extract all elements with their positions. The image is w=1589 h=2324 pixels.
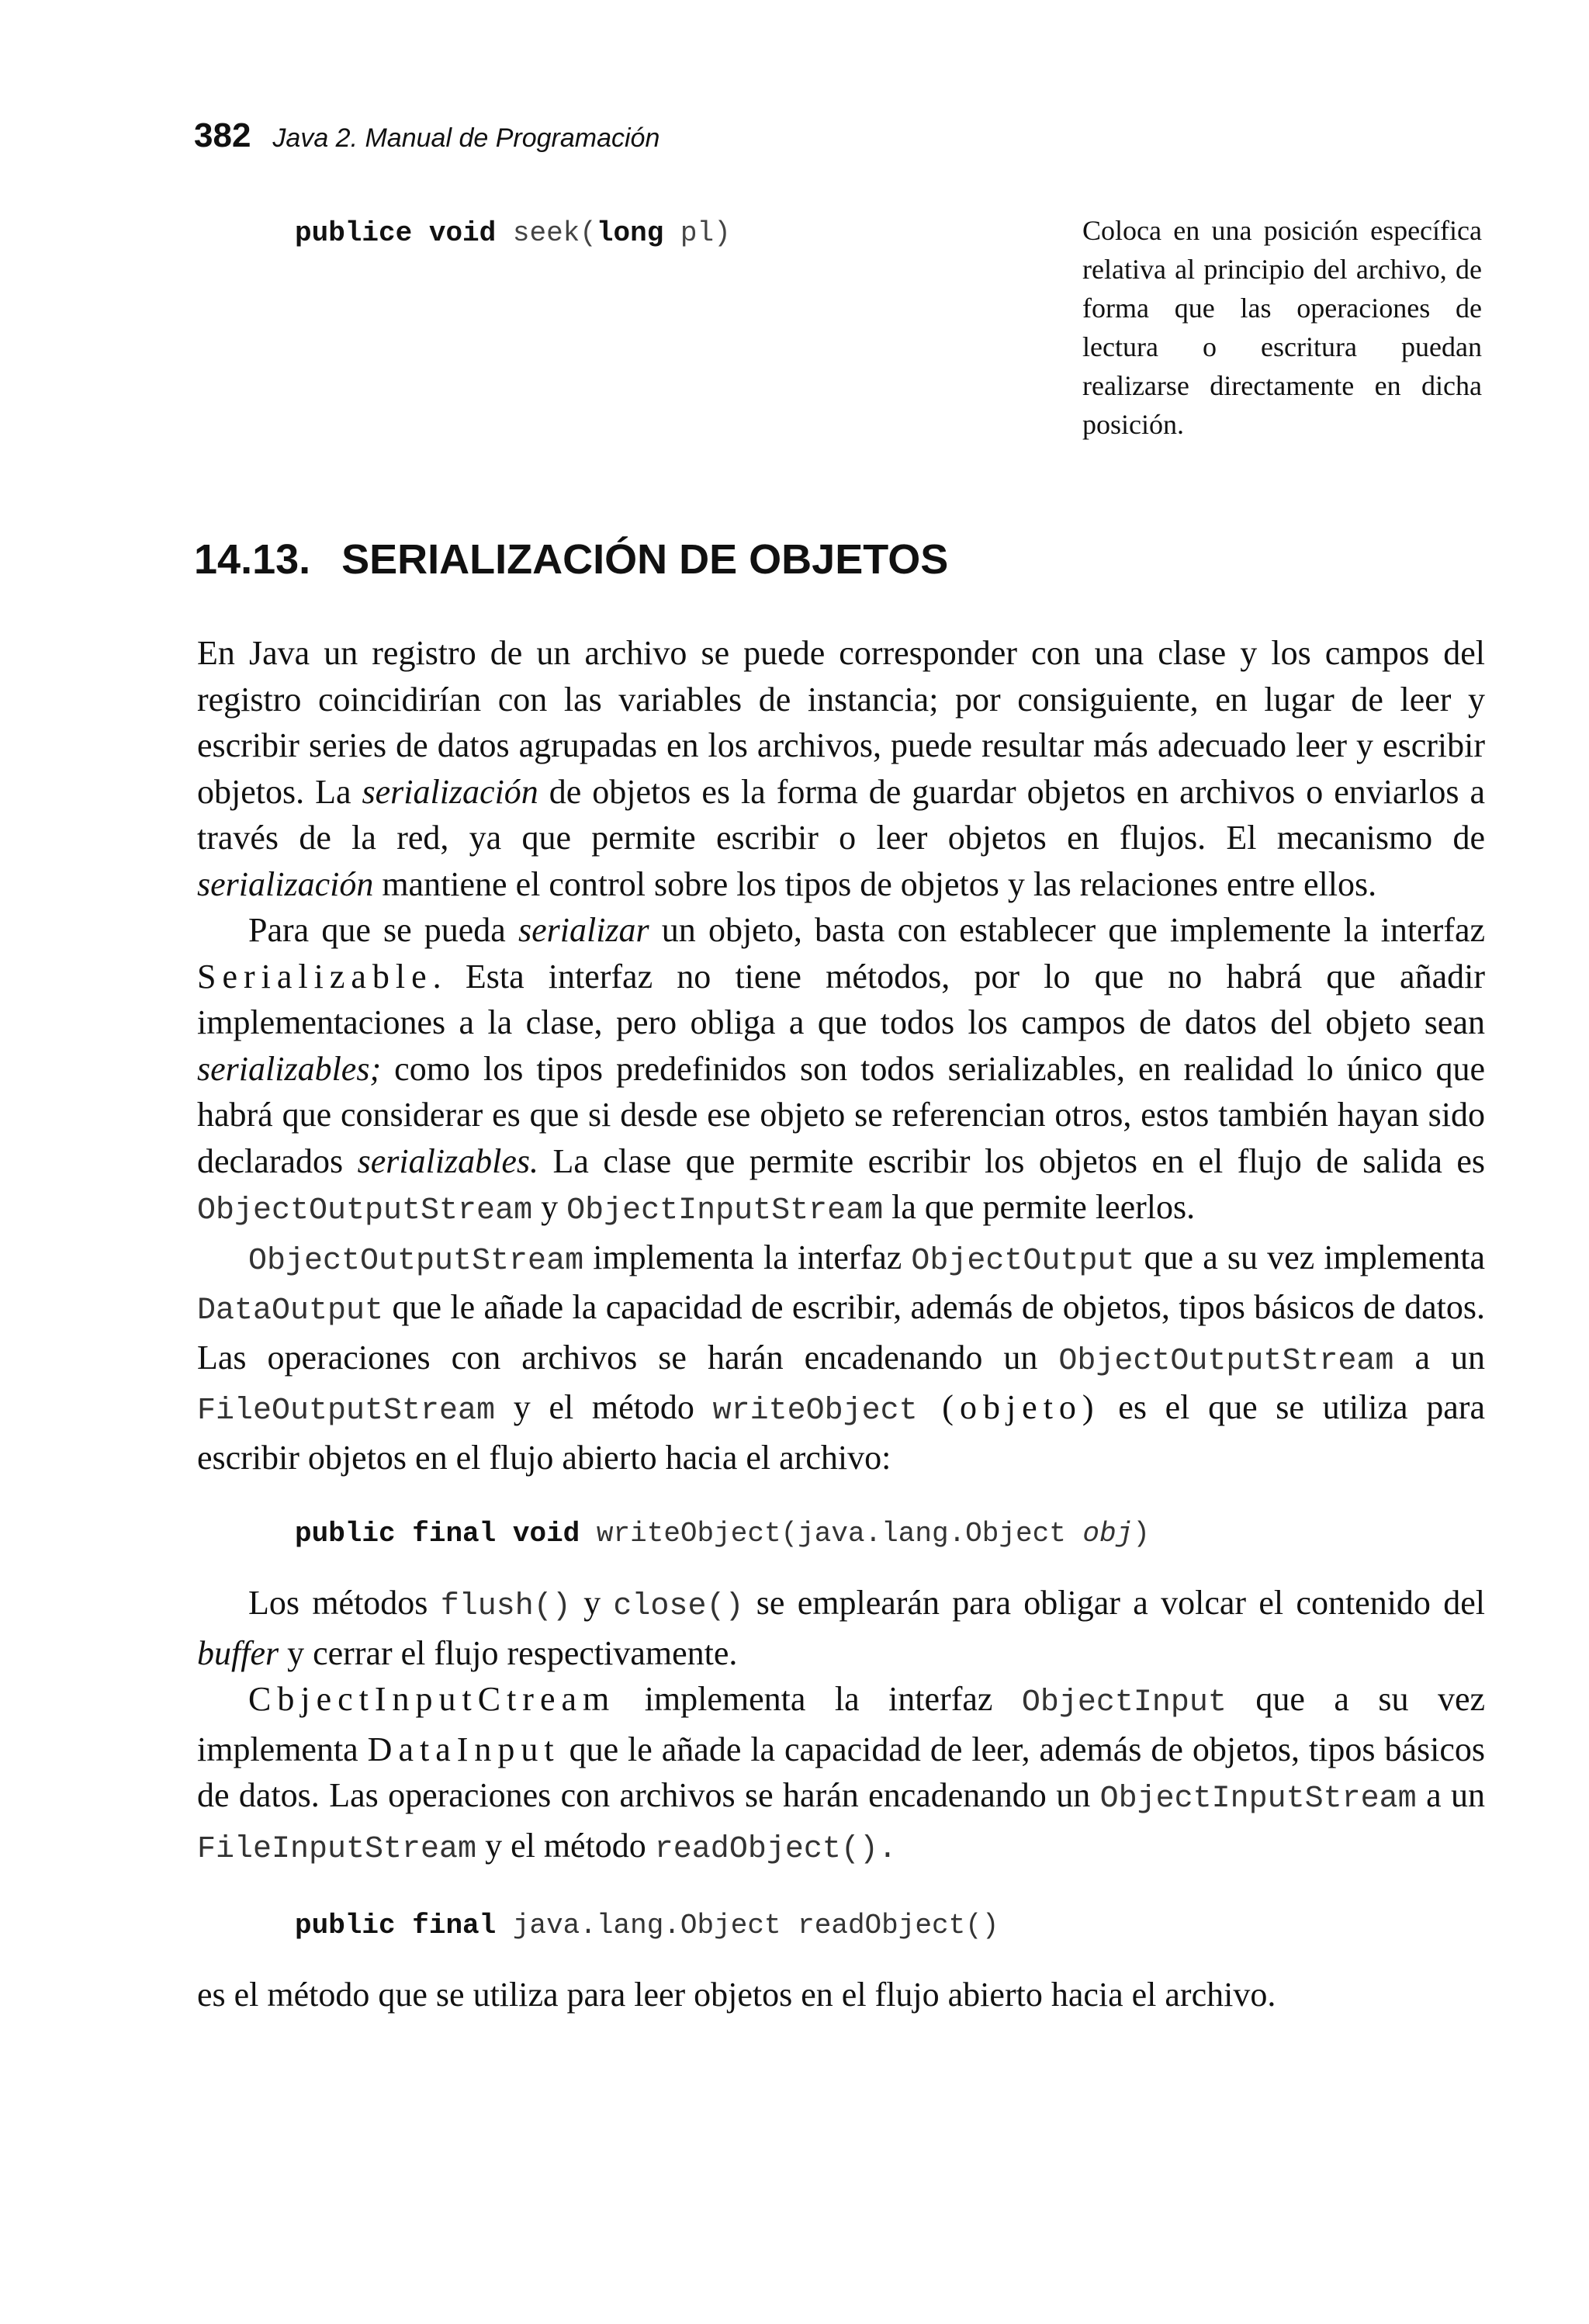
inline-code: writeObject	[712, 1394, 918, 1429]
code-keyword: publice	[295, 217, 413, 249]
inline-code: ObjectInputStream	[566, 1193, 884, 1228]
emphasis: buffer	[197, 1633, 279, 1672]
method-name: writeObject(java.lang.Object	[596, 1518, 1083, 1550]
method-parameter: obj	[1082, 1518, 1134, 1550]
code-line	[295, 1515, 1485, 1553]
code-punctuation: )	[1133, 1518, 1150, 1550]
paragraph	[197, 630, 1485, 907]
text-run: y cerrar el flujo respectivamente.	[279, 1633, 738, 1672]
letterspaced-term: DataInput	[367, 1730, 560, 1768]
emphasis: serialización	[362, 772, 538, 811]
text-run: que le añade la capacidad de escribir, además de objetos, tipos básicos de datos. Las operaciones con archivos se harán encadenando un	[197, 1288, 1485, 1377]
page-number: 382	[194, 116, 251, 154]
method-name: seek(	[512, 217, 597, 249]
text-run: y	[570, 1584, 614, 1622]
text-run: se emplearán para obligar a volcar el contenido del	[743, 1584, 1486, 1622]
code-line	[295, 1907, 1485, 1945]
text-run: En Java un registro de un archivo se puede corresponder con una clase y los campos del registro coincidirían con las variables de instancia; por consiguiente, en lugar de leer y escribir series de datos agrupadas en los archivos, puede resultar más adecuado leer y escribir objetos. La	[197, 634, 1485, 811]
text-run: y el método	[495, 1388, 713, 1426]
text-run: es el que se utiliza para escribir objetos en el flujo abierto hacia el archivo:	[197, 1388, 1485, 1477]
code-keyword: void	[428, 217, 497, 249]
text-run: un objeto, basta con establecer que implemente la interfaz	[649, 911, 1486, 949]
paragraph	[197, 1235, 1485, 1481]
code-keyword: long	[596, 217, 664, 249]
text-run: de objetos es la forma de guardar objetos en archivos o enviarlos a través de la red, ya que permite escribir o leer objetos en flujos. El mecanismo de	[197, 772, 1485, 857]
text-run: que a su vez implementa	[197, 1680, 1485, 1768]
text-run: es el método que se utiliza para leer objetos en el flujo abierto hacia el archivo.	[197, 1976, 1276, 2014]
text-run: implementa la interfaz	[615, 1680, 1022, 1718]
inline-code: DataOutput	[197, 1294, 384, 1328]
code-keyword: public	[295, 1518, 396, 1550]
inline-code: ObjectInput	[1021, 1685, 1227, 1720]
method-name: java.lang.Object readObject()	[512, 1910, 999, 1941]
text-run: a un	[1416, 1776, 1486, 1814]
code-keyword: final	[412, 1910, 497, 1941]
inline-code: FileInputStream	[197, 1831, 477, 1867]
inline-code: close()	[613, 1589, 744, 1624]
method-signature	[295, 217, 731, 249]
code-keyword: final	[412, 1518, 497, 1550]
paragraph	[197, 907, 1485, 1235]
text-run: La clase que permite escribir los objetos en el flujo de salida es	[538, 1141, 1485, 1180]
section-number: 14.13.	[194, 536, 311, 583]
text-run: que le añade la capacidad de leer, además de objetos, tipos básicos de datos. Las operaciones con archivos se harán encadenando un	[197, 1730, 1485, 1814]
emphasis: serializables;	[197, 1049, 382, 1088]
paragraph	[197, 1580, 1485, 1676]
section-heading	[194, 535, 948, 584]
text-run: Para que se pueda	[248, 911, 518, 949]
method-description: Coloca en una posición específica relativa al principio del archivo, de forma que las operaciones de lectura o escritura puedan realizarse directamente en dicha posición.	[1082, 215, 1482, 440]
text-run: implementa la interfaz	[583, 1238, 912, 1276]
inline-code: ObjectOutputStream	[248, 1243, 584, 1279]
inline-code: readObject().	[654, 1831, 897, 1867]
inline-code: ObjectInputStream	[1099, 1782, 1417, 1817]
text-run: y el método	[476, 1826, 655, 1865]
text-run: como los tipos predefinidos son todos serializables, en realidad lo único que habrá que considerar es que si desde ese objeto se referencian otros, estos también hayan sido declarados	[197, 1049, 1485, 1180]
inline-code: ObjectOutputStream	[197, 1193, 533, 1228]
inline-code: ObjectOutput	[911, 1243, 1135, 1279]
text-run: Los métodos	[248, 1584, 441, 1622]
inline-code: FileOutputStream	[197, 1394, 496, 1429]
text-run: la que permite leerlos.	[883, 1188, 1196, 1226]
inline-code: ObjectOutputStream	[1058, 1343, 1394, 1379]
text-run: a un	[1393, 1338, 1485, 1377]
text-run: . Esta interfaz no tiene métodos, por lo que no habrá que añadir implementaciones a la clase, pero obliga a que todos los campos de datos del objeto sean	[197, 957, 1485, 1041]
code-keyword: void	[512, 1518, 580, 1550]
section-title: SERIALIZACIÓN DE OBJETOS	[341, 536, 949, 583]
method-parameter: pl)	[663, 217, 731, 249]
letterspaced-term: (objeto)	[917, 1388, 1100, 1426]
emphasis: serializables.	[357, 1141, 539, 1180]
letterspaced-term: Serializable	[197, 957, 433, 996]
paragraph	[197, 1972, 1485, 2018]
body-text	[197, 630, 1485, 2018]
inline-code: flush()	[440, 1589, 571, 1624]
text-run: mantiene el control sobre los tipos de objetos y las relaciones entre ellos.	[373, 864, 1377, 903]
emphasis: serializar	[518, 911, 649, 949]
emphasis: serialización	[197, 864, 374, 903]
running-head	[194, 116, 659, 155]
book-title: Java 2. Manual de Programación	[272, 123, 660, 153]
text-run: y	[532, 1188, 567, 1226]
code-keyword: public	[295, 1910, 396, 1941]
letterspaced-term: CbjectInputCtream	[248, 1680, 616, 1718]
paragraph	[197, 1676, 1485, 1872]
text-run: que a su vez implementa	[1134, 1238, 1486, 1276]
